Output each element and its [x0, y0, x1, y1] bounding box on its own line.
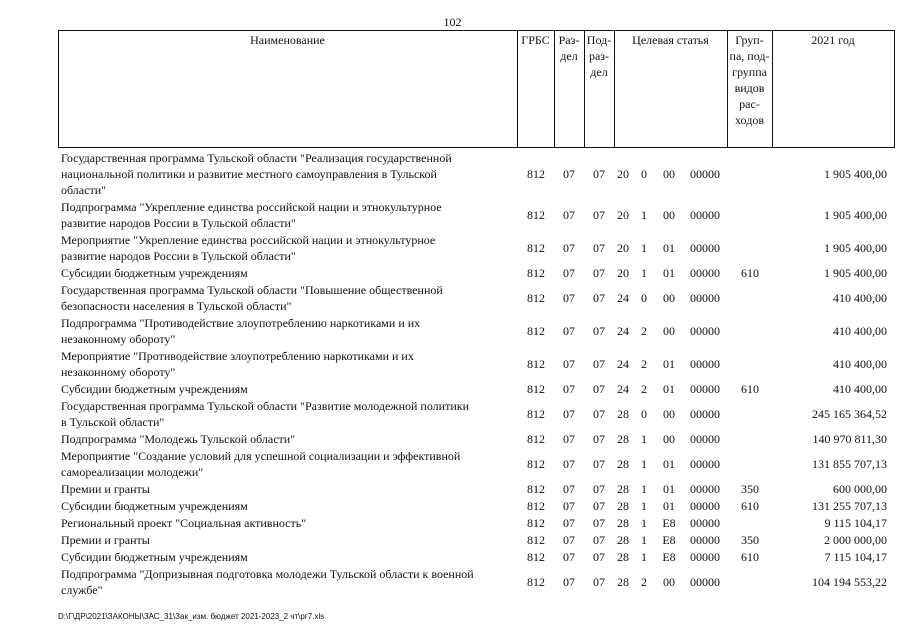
cell-amount: 410 400,00	[833, 357, 887, 371]
cell-rz: 07	[563, 457, 575, 471]
cell-t3: 01	[663, 499, 675, 513]
cell-t1: 28	[617, 516, 629, 530]
cell-t4: 00000	[690, 382, 720, 396]
row-name	[61, 566, 517, 598]
row-name-line: развитие народов России в Тульской области"	[61, 249, 296, 263]
row-name-line: Государственная программа Тульской области "Повышение общественной	[61, 283, 443, 297]
cell-t1: 24	[617, 357, 629, 371]
cell-t3: 01	[663, 482, 675, 496]
cell-prz: 07	[593, 575, 605, 589]
cell-t2: 1	[641, 266, 647, 280]
cell-rz: 07	[563, 407, 575, 421]
table-row	[0, 150, 905, 198]
cell-t1: 28	[617, 550, 629, 564]
table-row	[0, 282, 905, 314]
cell-t3: 00	[663, 432, 675, 446]
row-name-line: службе"	[61, 583, 103, 597]
row-name	[61, 431, 517, 447]
cell-grbs: 812	[527, 457, 545, 471]
cell-grbs: 812	[527, 499, 545, 513]
cell-t2: 1	[641, 241, 647, 255]
cell-amount: 245 165 364,52	[812, 407, 887, 421]
cell-amount: 2 000 000,00	[824, 533, 887, 547]
table-row	[0, 199, 905, 231]
cell-rz: 07	[563, 533, 575, 547]
cell-t1: 28	[617, 482, 629, 496]
header-divider	[894, 30, 895, 148]
cell-t2: 1	[641, 533, 647, 547]
cell-t1: 28	[617, 575, 629, 589]
cell-grbs: 812	[527, 575, 545, 589]
header-razdel	[554, 30, 584, 148]
row-name	[61, 150, 517, 198]
cell-t3: 01	[663, 241, 675, 255]
row-name	[61, 315, 517, 347]
cell-t2: 1	[641, 208, 647, 222]
cell-prz: 07	[593, 482, 605, 496]
cell-t4: 00000	[690, 550, 720, 564]
row-name-line: Мероприятие "Укрепление единства российской нации и этнокультурное	[61, 233, 436, 247]
cell-vr: 350	[741, 533, 759, 547]
header-target: Целевая статья	[632, 33, 709, 47]
table-row	[0, 566, 905, 598]
row-name	[61, 282, 517, 314]
cell-amount: 1 905 400,00	[824, 167, 887, 181]
cell-t3: E8	[662, 516, 676, 530]
cell-t2: 1	[641, 432, 647, 446]
cell-amount: 9 115 104,17	[824, 516, 887, 530]
header-podrazdel-line: раз-	[588, 49, 610, 63]
cell-rz: 07	[563, 516, 575, 530]
cell-amount: 1 905 400,00	[824, 266, 887, 280]
row-name-line: Субсидии бюджетным учреждениям	[61, 499, 248, 513]
cell-t2: 1	[641, 516, 647, 530]
row-name-line: Подпрограмма "Укрепление единства российской нации и этнокультурное	[61, 200, 442, 214]
cell-rz: 07	[563, 575, 575, 589]
row-name-line: развитие народов России в Тульской области"	[61, 216, 296, 230]
cell-prz: 07	[593, 533, 605, 547]
row-name-line: Премии и гранты	[61, 482, 150, 496]
cell-rz: 07	[563, 357, 575, 371]
cell-t1: 28	[617, 457, 629, 471]
row-name-line: Премии и гранты	[61, 533, 150, 547]
cell-rz: 07	[563, 167, 575, 181]
cell-t4: 00000	[690, 432, 720, 446]
cell-t3: 01	[663, 382, 675, 396]
cell-rz: 07	[563, 432, 575, 446]
cell-t3: 00	[663, 208, 675, 222]
row-name	[61, 381, 517, 397]
cell-t4: 00000	[690, 266, 720, 280]
row-name-line: самореализации молодежи"	[61, 465, 204, 479]
page-number: 102	[443, 15, 462, 29]
cell-grbs: 812	[527, 482, 545, 496]
cell-t2: 1	[641, 499, 647, 513]
header-group-line: группа	[732, 65, 767, 79]
cell-amount: 140 970 811,30	[812, 432, 887, 446]
cell-t4: 00000	[690, 457, 720, 471]
cell-rz: 07	[563, 382, 575, 396]
table-row	[0, 381, 905, 397]
header-year: 2021 год	[811, 33, 855, 47]
cell-t2: 2	[641, 382, 647, 396]
cell-prz: 07	[593, 499, 605, 513]
cell-t4: 00000	[690, 482, 720, 496]
cell-t4: 00000	[690, 533, 720, 547]
row-name-line: незаконному обороту"	[61, 332, 176, 346]
cell-t4: 00000	[690, 499, 720, 513]
cell-grbs: 812	[527, 291, 545, 305]
cell-grbs: 812	[527, 241, 545, 255]
table-row	[0, 232, 905, 264]
cell-grbs: 812	[527, 550, 545, 564]
cell-t3: 00	[663, 324, 675, 338]
cell-grbs: 812	[527, 167, 545, 181]
cell-t4: 00000	[690, 167, 720, 181]
cell-t4: 00000	[690, 208, 720, 222]
header-group	[727, 30, 772, 148]
cell-t2: 0	[641, 167, 647, 181]
cell-t2: 1	[641, 457, 647, 471]
cell-t3: 00	[663, 167, 675, 181]
cell-t1: 24	[617, 291, 629, 305]
table-row	[0, 515, 905, 531]
row-name-line: безопасности населения в Тульской области"	[61, 299, 292, 313]
row-name	[61, 448, 517, 480]
row-name-line: области"	[61, 183, 107, 197]
cell-t2: 0	[641, 407, 647, 421]
file-path: D:\Г\ДР\2021\ЗАКОНЫ\ЗАС_31\Зак_изм. бюджет 2021-2023_2 чт\рг7.xls	[58, 612, 325, 621]
row-name-line: Субсидии бюджетным учреждениям	[61, 382, 248, 396]
cell-prz: 07	[593, 407, 605, 421]
cell-rz: 07	[563, 241, 575, 255]
cell-prz: 07	[593, 357, 605, 371]
table-row	[0, 431, 905, 447]
row-name-line: Мероприятие "Противодействие злоупотреблению наркотиками и их	[61, 349, 414, 363]
header-group-line: ходов	[735, 113, 764, 127]
row-name-line: в Тульской области"	[61, 415, 165, 429]
cell-rz: 07	[563, 550, 575, 564]
table-row	[0, 549, 905, 565]
cell-grbs: 812	[527, 208, 545, 222]
cell-amount: 7 115 104,17	[824, 550, 887, 564]
cell-t4: 00000	[690, 575, 720, 589]
cell-vr: 610	[741, 266, 759, 280]
cell-t1: 20	[617, 241, 629, 255]
cell-t1: 24	[617, 324, 629, 338]
cell-t4: 00000	[690, 407, 720, 421]
table-row	[0, 398, 905, 430]
cell-prz: 07	[593, 382, 605, 396]
cell-rz: 07	[563, 266, 575, 280]
cell-grbs: 812	[527, 324, 545, 338]
row-name-line: Субсидии бюджетным учреждениям	[61, 550, 248, 564]
cell-t1: 20	[617, 266, 629, 280]
cell-amount: 600 000,00	[833, 482, 887, 496]
row-name	[61, 232, 517, 264]
cell-t2: 2	[641, 575, 647, 589]
cell-grbs: 812	[527, 357, 545, 371]
cell-grbs: 812	[527, 407, 545, 421]
cell-t1: 20	[617, 208, 629, 222]
cell-t1: 28	[617, 432, 629, 446]
cell-t1: 28	[617, 499, 629, 513]
cell-vr: 350	[741, 482, 759, 496]
table-row	[0, 532, 905, 548]
cell-prz: 07	[593, 208, 605, 222]
cell-t2: 0	[641, 291, 647, 305]
header-name: Наименование	[250, 33, 325, 47]
header-grbs: ГРБС	[521, 33, 550, 47]
cell-t3: 01	[663, 357, 675, 371]
row-name-line: незаконному обороту"	[61, 365, 176, 379]
cell-vr: 610	[741, 382, 759, 396]
header-razdel-line: дел	[560, 49, 578, 63]
table-row	[0, 348, 905, 380]
header-group-line: Груп-	[735, 33, 764, 47]
cell-grbs: 812	[527, 432, 545, 446]
cell-prz: 07	[593, 457, 605, 471]
cell-amount: 410 400,00	[833, 382, 887, 396]
cell-amount: 410 400,00	[833, 291, 887, 305]
row-name-line: Подпрограмма "Противодействие злоупотреблению наркотиками и их	[61, 316, 421, 330]
cell-t1: 20	[617, 167, 629, 181]
cell-t1: 24	[617, 382, 629, 396]
cell-amount: 131 255 707,13	[812, 499, 887, 513]
row-name	[61, 265, 517, 281]
cell-t3: 01	[663, 457, 675, 471]
table-row	[0, 448, 905, 480]
header-group-line: рас-	[739, 97, 760, 111]
row-name-line: Субсидии бюджетным учреждениям	[61, 266, 248, 280]
row-name-line: Мероприятие "Создание условий для успешной социализации и эффективной	[61, 449, 461, 463]
cell-rz: 07	[563, 499, 575, 513]
cell-t3: 00	[663, 291, 675, 305]
table-row	[0, 315, 905, 347]
cell-prz: 07	[593, 432, 605, 446]
row-name	[61, 348, 517, 380]
cell-amount: 410 400,00	[833, 324, 887, 338]
cell-t3: 01	[663, 266, 675, 280]
cell-t4: 00000	[690, 516, 720, 530]
cell-t3: E8	[662, 533, 676, 547]
row-name	[61, 398, 517, 430]
cell-vr: 610	[741, 550, 759, 564]
table-row	[0, 481, 905, 497]
cell-amount: 131 855 707,13	[812, 457, 887, 471]
cell-prz: 07	[593, 241, 605, 255]
table-row	[0, 498, 905, 514]
header-podrazdel-line: дел	[590, 65, 608, 79]
row-name	[61, 549, 517, 565]
row-name-line: Региональный проект "Социальная активность"	[61, 516, 307, 530]
row-name	[61, 199, 517, 231]
row-name-line: Подпрограмма "Молодежь Тульской области"	[61, 432, 296, 446]
header-razdel-line: Раз-	[558, 33, 580, 47]
cell-prz: 07	[593, 167, 605, 181]
row-name-line: Подпрограмма "Допризывная подготовка молодежи Тульской области к военной	[61, 567, 474, 581]
cell-t4: 00000	[690, 241, 720, 255]
row-name	[61, 481, 517, 497]
cell-t3: 00	[663, 575, 675, 589]
cell-t2: 1	[641, 482, 647, 496]
row-name-line: Государственная программа Тульской области "Реализация государственной	[61, 151, 452, 165]
cell-t4: 00000	[690, 291, 720, 305]
row-name-line: Государственная программа Тульской области "Развитие молодежной политики	[61, 399, 470, 413]
cell-grbs: 812	[527, 266, 545, 280]
cell-rz: 07	[563, 208, 575, 222]
header-podrazdel	[584, 30, 614, 148]
cell-rz: 07	[563, 324, 575, 338]
cell-prz: 07	[593, 291, 605, 305]
header-podrazdel-line: Под-	[586, 33, 612, 47]
cell-prz: 07	[593, 324, 605, 338]
row-name-line: национальной политики и развитие местного самоуправления в Тульской	[61, 167, 437, 181]
cell-amount: 104 194 553,22	[812, 575, 887, 589]
cell-t3: 00	[663, 407, 675, 421]
row-name	[61, 515, 517, 531]
cell-grbs: 812	[527, 382, 545, 396]
cell-grbs: 812	[527, 533, 545, 547]
cell-prz: 07	[593, 516, 605, 530]
cell-amount: 1 905 400,00	[824, 241, 887, 255]
cell-t4: 00000	[690, 357, 720, 371]
cell-t2: 2	[641, 324, 647, 338]
cell-prz: 07	[593, 266, 605, 280]
cell-t4: 00000	[690, 324, 720, 338]
cell-t1: 28	[617, 407, 629, 421]
cell-amount: 1 905 400,00	[824, 208, 887, 222]
cell-t1: 28	[617, 533, 629, 547]
row-name	[61, 498, 517, 514]
cell-prz: 07	[593, 550, 605, 564]
table-row	[0, 265, 905, 281]
cell-rz: 07	[563, 482, 575, 496]
row-name	[61, 532, 517, 548]
cell-t3: E8	[662, 550, 676, 564]
cell-vr: 610	[741, 499, 759, 513]
cell-t2: 2	[641, 357, 647, 371]
header-group-line: па, под-	[729, 49, 770, 63]
cell-rz: 07	[563, 291, 575, 305]
cell-grbs: 812	[527, 516, 545, 530]
header-group-line: видов	[734, 81, 765, 95]
cell-t2: 1	[641, 550, 647, 564]
